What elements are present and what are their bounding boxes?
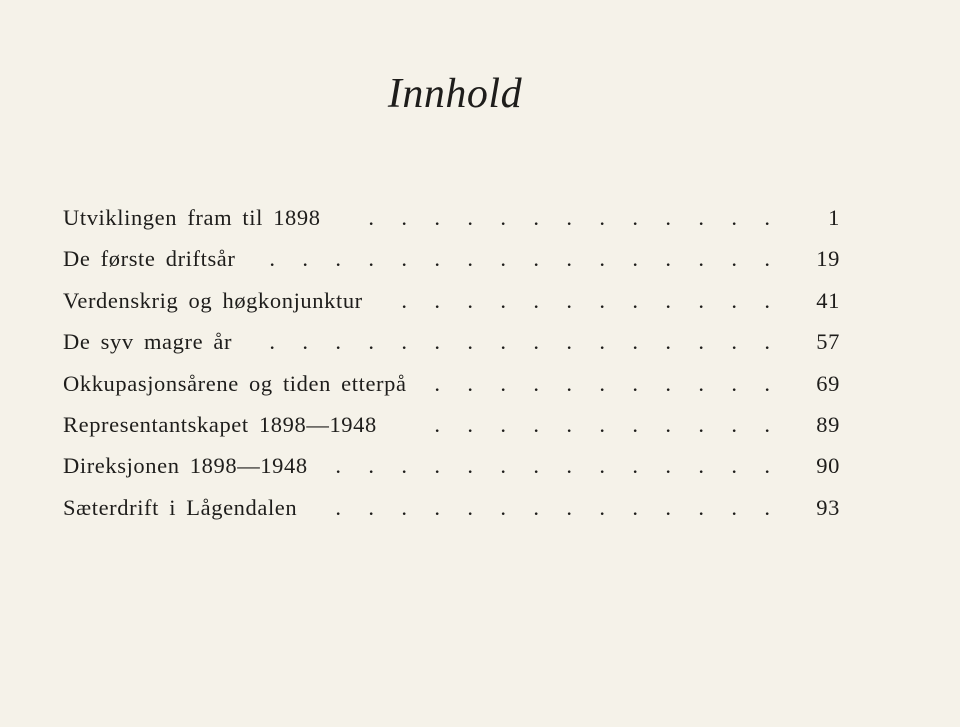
- entry-title: Utviklingen fram til 1898: [63, 205, 321, 230]
- leader-dot: .: [731, 205, 738, 230]
- leader-dot: .: [533, 205, 540, 230]
- leader-dot: .: [566, 453, 573, 479]
- leader-dot: .: [665, 246, 672, 272]
- leader-dot: .: [401, 329, 408, 355]
- leader-dot: .: [335, 246, 342, 272]
- entry-title: Okkupasjonsårene og tiden etterpå: [63, 370, 407, 396]
- leader-dot: .: [698, 453, 705, 479]
- leader-dot: .: [500, 205, 507, 230]
- leader-dot: .: [764, 287, 771, 313]
- leader-dot: .: [500, 453, 507, 479]
- entry-title: Direksjonen 1898—1948: [63, 453, 308, 479]
- leader-dot: .: [368, 205, 375, 230]
- leader-dot: .: [566, 411, 573, 437]
- toc-entry[interactable]: [63, 371, 840, 412]
- leader-dot: .: [731, 411, 738, 437]
- entry-title: De syv magre år: [63, 329, 233, 355]
- leader-dot: .: [698, 329, 705, 355]
- leader-dot: .: [632, 329, 639, 355]
- leader-dot: .: [335, 453, 342, 479]
- leader-dot: .: [533, 287, 540, 313]
- leader-dot: .: [500, 370, 507, 396]
- leader-dot: .: [368, 246, 375, 272]
- leader-dot: .: [731, 287, 738, 313]
- leader-dot: .: [467, 370, 474, 396]
- entry-page: 57: [816, 329, 840, 355]
- leader-dot: .: [698, 370, 705, 396]
- leader-dot: .: [566, 205, 573, 230]
- leader-dot: .: [665, 287, 672, 313]
- leader-dot: .: [269, 246, 276, 272]
- toc-entry[interactable]: [63, 288, 840, 329]
- leader-dot: .: [764, 453, 771, 479]
- dot-leader: [297, 495, 784, 521]
- leader-dot: .: [302, 329, 309, 355]
- leader-dot: .: [467, 205, 474, 230]
- entry-title: Representantskapet 1898—1948: [63, 411, 377, 437]
- leader-dot: .: [434, 453, 441, 479]
- leader-dot: .: [533, 246, 540, 272]
- leader-dot: .: [731, 494, 738, 520]
- leader-dot: .: [731, 370, 738, 396]
- leader-dot: .: [632, 453, 639, 479]
- entry-page: 93: [816, 494, 840, 520]
- leader-dot: .: [665, 494, 672, 520]
- leader-dot: .: [731, 453, 738, 479]
- leader-dot: .: [599, 205, 606, 230]
- leader-dot: .: [698, 287, 705, 313]
- leader-dot: .: [434, 370, 441, 396]
- dot-leader: [377, 412, 784, 438]
- leader-dot: .: [764, 494, 771, 520]
- dot-leader: [232, 329, 784, 355]
- dot-leader: [407, 371, 784, 397]
- entry-page: 90: [816, 453, 840, 479]
- leader-dot: .: [764, 329, 771, 355]
- leader-dot: .: [434, 494, 441, 520]
- leader-dot: .: [533, 411, 540, 437]
- leader-dot: .: [599, 287, 606, 313]
- leader-dot: .: [434, 329, 441, 355]
- entry-title: Sæterdrift i Lågendalen: [63, 494, 298, 520]
- entry-page: 89: [816, 411, 840, 437]
- dot-leader: [363, 288, 784, 314]
- entry-page: 1: [828, 205, 840, 230]
- leader-dot: .: [698, 205, 705, 230]
- dot-leader: [308, 453, 784, 479]
- leader-dot: .: [401, 453, 408, 479]
- leader-dot: .: [533, 370, 540, 396]
- leader-dot: .: [434, 411, 441, 437]
- toc-entry[interactable]: [63, 246, 840, 287]
- table-of-contents: [63, 205, 840, 536]
- leader-dot: .: [467, 494, 474, 520]
- leader-dot: .: [665, 370, 672, 396]
- dot-leader: [236, 246, 785, 272]
- leader-dot: .: [368, 453, 375, 479]
- leader-dot: .: [467, 246, 474, 272]
- leader-dot: .: [632, 370, 639, 396]
- leader-dot: .: [599, 411, 606, 437]
- leader-dot: .: [533, 329, 540, 355]
- leader-dot: .: [566, 246, 573, 272]
- leader-dot: .: [566, 329, 573, 355]
- leader-dot: .: [302, 246, 309, 272]
- leader-dot: .: [632, 287, 639, 313]
- leader-dot: .: [566, 287, 573, 313]
- leader-dot: .: [632, 494, 639, 520]
- leader-dot: .: [764, 205, 771, 230]
- toc-entry[interactable]: [63, 205, 840, 246]
- leader-dot: .: [665, 411, 672, 437]
- entry-page: 19: [816, 246, 840, 272]
- toc-entry[interactable]: [63, 329, 840, 370]
- leader-dot: .: [533, 494, 540, 520]
- leader-dot: .: [632, 411, 639, 437]
- leader-dot: .: [368, 329, 375, 355]
- leader-dot: .: [698, 411, 705, 437]
- leader-dot: .: [335, 494, 342, 520]
- leader-dot: .: [467, 411, 474, 437]
- leader-dot: .: [599, 246, 606, 272]
- leader-dot: .: [599, 453, 606, 479]
- toc-entry[interactable]: [63, 453, 840, 494]
- leader-dot: .: [500, 246, 507, 272]
- leader-dot: .: [467, 453, 474, 479]
- leader-dot: .: [698, 246, 705, 272]
- leader-dot: .: [401, 205, 408, 230]
- toc-entry[interactable]: [63, 412, 840, 453]
- leader-dot: .: [599, 370, 606, 396]
- entry-page: 69: [816, 370, 840, 396]
- page-title: Innhold: [387, 71, 523, 117]
- leader-dot: .: [764, 370, 771, 396]
- leader-dot: .: [599, 494, 606, 520]
- leader-dot: .: [434, 287, 441, 313]
- leader-dot: .: [764, 411, 771, 437]
- leader-dot: .: [434, 205, 441, 230]
- leader-dot: .: [665, 205, 672, 230]
- leader-dot: .: [665, 453, 672, 479]
- leader-dot: .: [566, 370, 573, 396]
- leader-dot: .: [401, 246, 408, 272]
- leader-dot: .: [599, 329, 606, 355]
- leader-dot: .: [401, 287, 408, 313]
- leader-dot: .: [467, 329, 474, 355]
- entry-title: Verdenskrig og høgkonjunktur: [63, 287, 363, 313]
- leader-dot: .: [500, 329, 507, 355]
- leader-dot: .: [731, 246, 738, 272]
- leader-dot: .: [368, 494, 375, 520]
- leader-dot: .: [632, 246, 639, 272]
- leader-dot: .: [434, 246, 441, 272]
- leader-dot: .: [731, 329, 738, 355]
- leader-dot: .: [500, 494, 507, 520]
- leader-dot: .: [269, 329, 276, 355]
- leader-dot: .: [764, 246, 771, 272]
- toc-entry[interactable]: [63, 495, 840, 536]
- entry-title: De første driftsår: [63, 246, 236, 272]
- leader-dot: .: [566, 494, 573, 520]
- leader-dot: .: [665, 329, 672, 355]
- leader-dot: .: [401, 494, 408, 520]
- leader-dot: .: [467, 287, 474, 313]
- leader-dot: .: [533, 453, 540, 479]
- leader-dot: .: [335, 329, 342, 355]
- leader-dot: .: [632, 205, 639, 230]
- dot-leader: [321, 205, 784, 231]
- leader-dot: .: [698, 494, 705, 520]
- leader-dot: .: [500, 411, 507, 437]
- entry-page: 41: [816, 287, 840, 313]
- leader-dot: .: [500, 287, 507, 313]
